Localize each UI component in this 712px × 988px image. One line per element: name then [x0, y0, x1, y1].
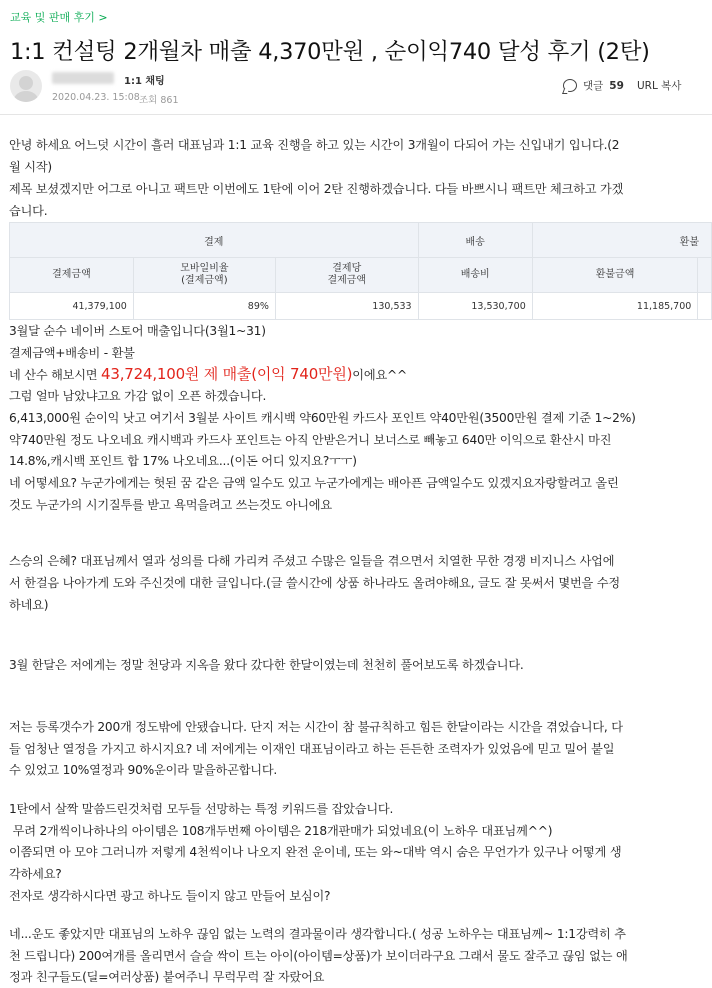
content-line: 그럼 얼마 남았냐고요 가감 없이 오픈 하겠습니다.	[9, 389, 267, 403]
highlighted-revenue: 43,724,100원 제 매출(이익 740만원)	[101, 365, 353, 383]
content-line: 저는 등록갯수가 200개 정도밖에 안됐습니다. 단지 저는 시간이 참 불규칙하고 힘든 한달이라는 시간을 겪었습니다, 다	[9, 720, 623, 734]
comment-count: 59	[609, 79, 624, 92]
url-copy-button[interactable]: URL 복사	[637, 80, 682, 92]
content-line: 것도 누군가의 시기질투를 받고 욕먹을려고 쓰는것도 아니에요	[9, 498, 332, 512]
chat-tag[interactable]: 1:1 채팅	[124, 76, 165, 87]
comment-button[interactable]	[563, 78, 624, 93]
content-line: 서 한걸음 나아가게 도와 주신것에 대한 글입니다.(글 쓸시간에 상품 하나라도 올려야해요, 글도 잘 못써서 몇번을 수정	[9, 576, 620, 590]
table-cell: 11,185,700	[532, 293, 698, 320]
table-cell	[698, 293, 712, 320]
content-line: 이쯤되면 아 모야 그러니까 저렇게 4천씩이나 나오지 완전 운이네, 또는 와~대박 역시 숨은 무언가가 있구나 어떻게 생	[9, 845, 622, 859]
content-line: 안녕 하세요 어느덧 시간이 흘러 대표님과 1:1 교육 진행을 하고 있는 시간이 3개월이 다되어 가는 신입내기 입니다.(2	[9, 138, 620, 152]
table-column-header: 모바일비율 (결제금액)	[133, 258, 275, 293]
table-cell: 89%	[133, 293, 275, 320]
table-cell: 130,533	[275, 293, 418, 320]
post-views: 조회 861	[139, 95, 179, 106]
post-title: 1:1 컨설팅 2개월차 매출 4,370만원 , 순이익740 달성 후기 (2탄)	[10, 39, 650, 65]
content-line: 6,413,000원 순이익 낫고 여기서 3월분 사이트 캐시백 약60만원 카드사 포인트 약40만원(3500만원 결제 기준 1~2%)	[9, 411, 636, 425]
content-line: 제목 보셨겠지만 어그로 아니고 팩트만 이번에도 1탄에 이어 2탄 진행하겠습니다. 다들 바쁘시니 팩트만 체크하고 가겠	[9, 182, 624, 196]
content-line: 1탄에서 살짝 말씀드린것처럼 모두들 선망하는 특정 키워드를 잡았습니다.	[9, 802, 394, 816]
table-column-header	[698, 258, 712, 293]
post-date: 2020.04.23. 15:08	[52, 92, 140, 103]
content-line: 정과 친구들도(딜=여러상품) 붙여주니 무럭무럭 잘 자랐어요	[9, 970, 325, 984]
table-group-header: 환불	[532, 223, 711, 258]
table-column-header: 배송비	[418, 258, 532, 293]
content-line: 월 시작)	[9, 160, 52, 174]
content-line: 각하세요?	[9, 867, 62, 881]
author-avatar[interactable]	[10, 70, 42, 102]
content-line: 3월 한달은 저에게는 정말 천당과 지옥을 왔다 갔다한 한달이였는데 천천히 풀어보도록 하겠습니다.	[9, 658, 524, 672]
content-line: 결제금액+배송비 - 환불	[9, 346, 135, 360]
table-group-header: 배송	[418, 223, 532, 258]
table-column-header: 결제당 결제금액	[275, 258, 418, 293]
content-line: 전자로 생각하시다면 광고 하나도 들이지 않고 만들어 보심이?	[9, 889, 331, 903]
sales-table-container[interactable]	[9, 222, 712, 320]
content-line: 14.8%,캐시백 포인트 합 17% 나오네요...(이돈 어디 있지요?ㅜㅜ)	[9, 454, 357, 468]
comment-bubble-icon	[563, 79, 577, 92]
content-line: 수 있었고 10%열정과 90%운이라 말을하곤합니다.	[9, 763, 278, 777]
content-line: 네 어떻세요? 누군가에게는 헛된 꿈 같은 금액 일수도 있고 누군가에게는 배아픈 금액일수도 있겠지요자랑할려고 올린	[9, 476, 619, 490]
table-column-header: 결제금액	[10, 258, 134, 293]
sales-table	[9, 222, 712, 320]
table-column-header: 환불금액	[532, 258, 698, 293]
content-line: 네...운도 좋았지만 대표님의 노하우 끊임 없는 노력의 결과물이라 생각합니다.( 성공 노하우는 대표님께~ 1:1강력히 추	[9, 927, 626, 941]
content-line	[9, 363, 407, 386]
content-line: 무려 2개씩이나하나의 아이템은 108개두번째 아이템은 218개판매가 되었네요(이 노하우 대표님께^^)	[9, 824, 553, 838]
comment-label: 댓글	[583, 80, 604, 92]
content-text: 네 산수 해보시면	[9, 368, 102, 382]
header-divider	[0, 114, 712, 115]
table-cell: 13,530,700	[418, 293, 532, 320]
content-text: 이에요^^	[352, 368, 408, 382]
author-name-blurred[interactable]	[52, 72, 114, 84]
content-line: 스승의 은혜? 대표님께서 열과 성의를 다해 가리켜 주셨고 수많은 일들을 겪으면서 치열한 무한 경쟁 비지니스 사업에	[9, 554, 615, 568]
content-line: 하네요)	[9, 598, 49, 612]
content-line: 약740만원 정도 나오네요 캐시백과 카드사 포인트는 아직 안받은거니 보너스로 빼놓고 640만 이익으로 환산시 마진	[9, 433, 612, 447]
content-line: 천 드립니다) 200여개를 올리면서 슬슬 싹이 트는 아이(아이템=상품)가 보이더라구요 그래서 물도 잘주고 끊임 없는 애	[9, 949, 628, 963]
content-line: 습니다.	[9, 204, 48, 218]
table-group-header: 결제	[10, 223, 419, 258]
table-cell: 41,379,100	[10, 293, 134, 320]
content-line: 들 엄청난 열정을 가지고 하시지요? 네 저에게는 이재인 대표님이라고 하는 든든한 조력자가 있었음에 믿고 밀어 붙일	[9, 742, 615, 756]
content-line: 3월달 순수 네이버 스토어 매출입니다(3월1~31)	[9, 324, 266, 338]
board-breadcrumb-link[interactable]: 교육 및 판매 후기 >	[10, 11, 108, 24]
